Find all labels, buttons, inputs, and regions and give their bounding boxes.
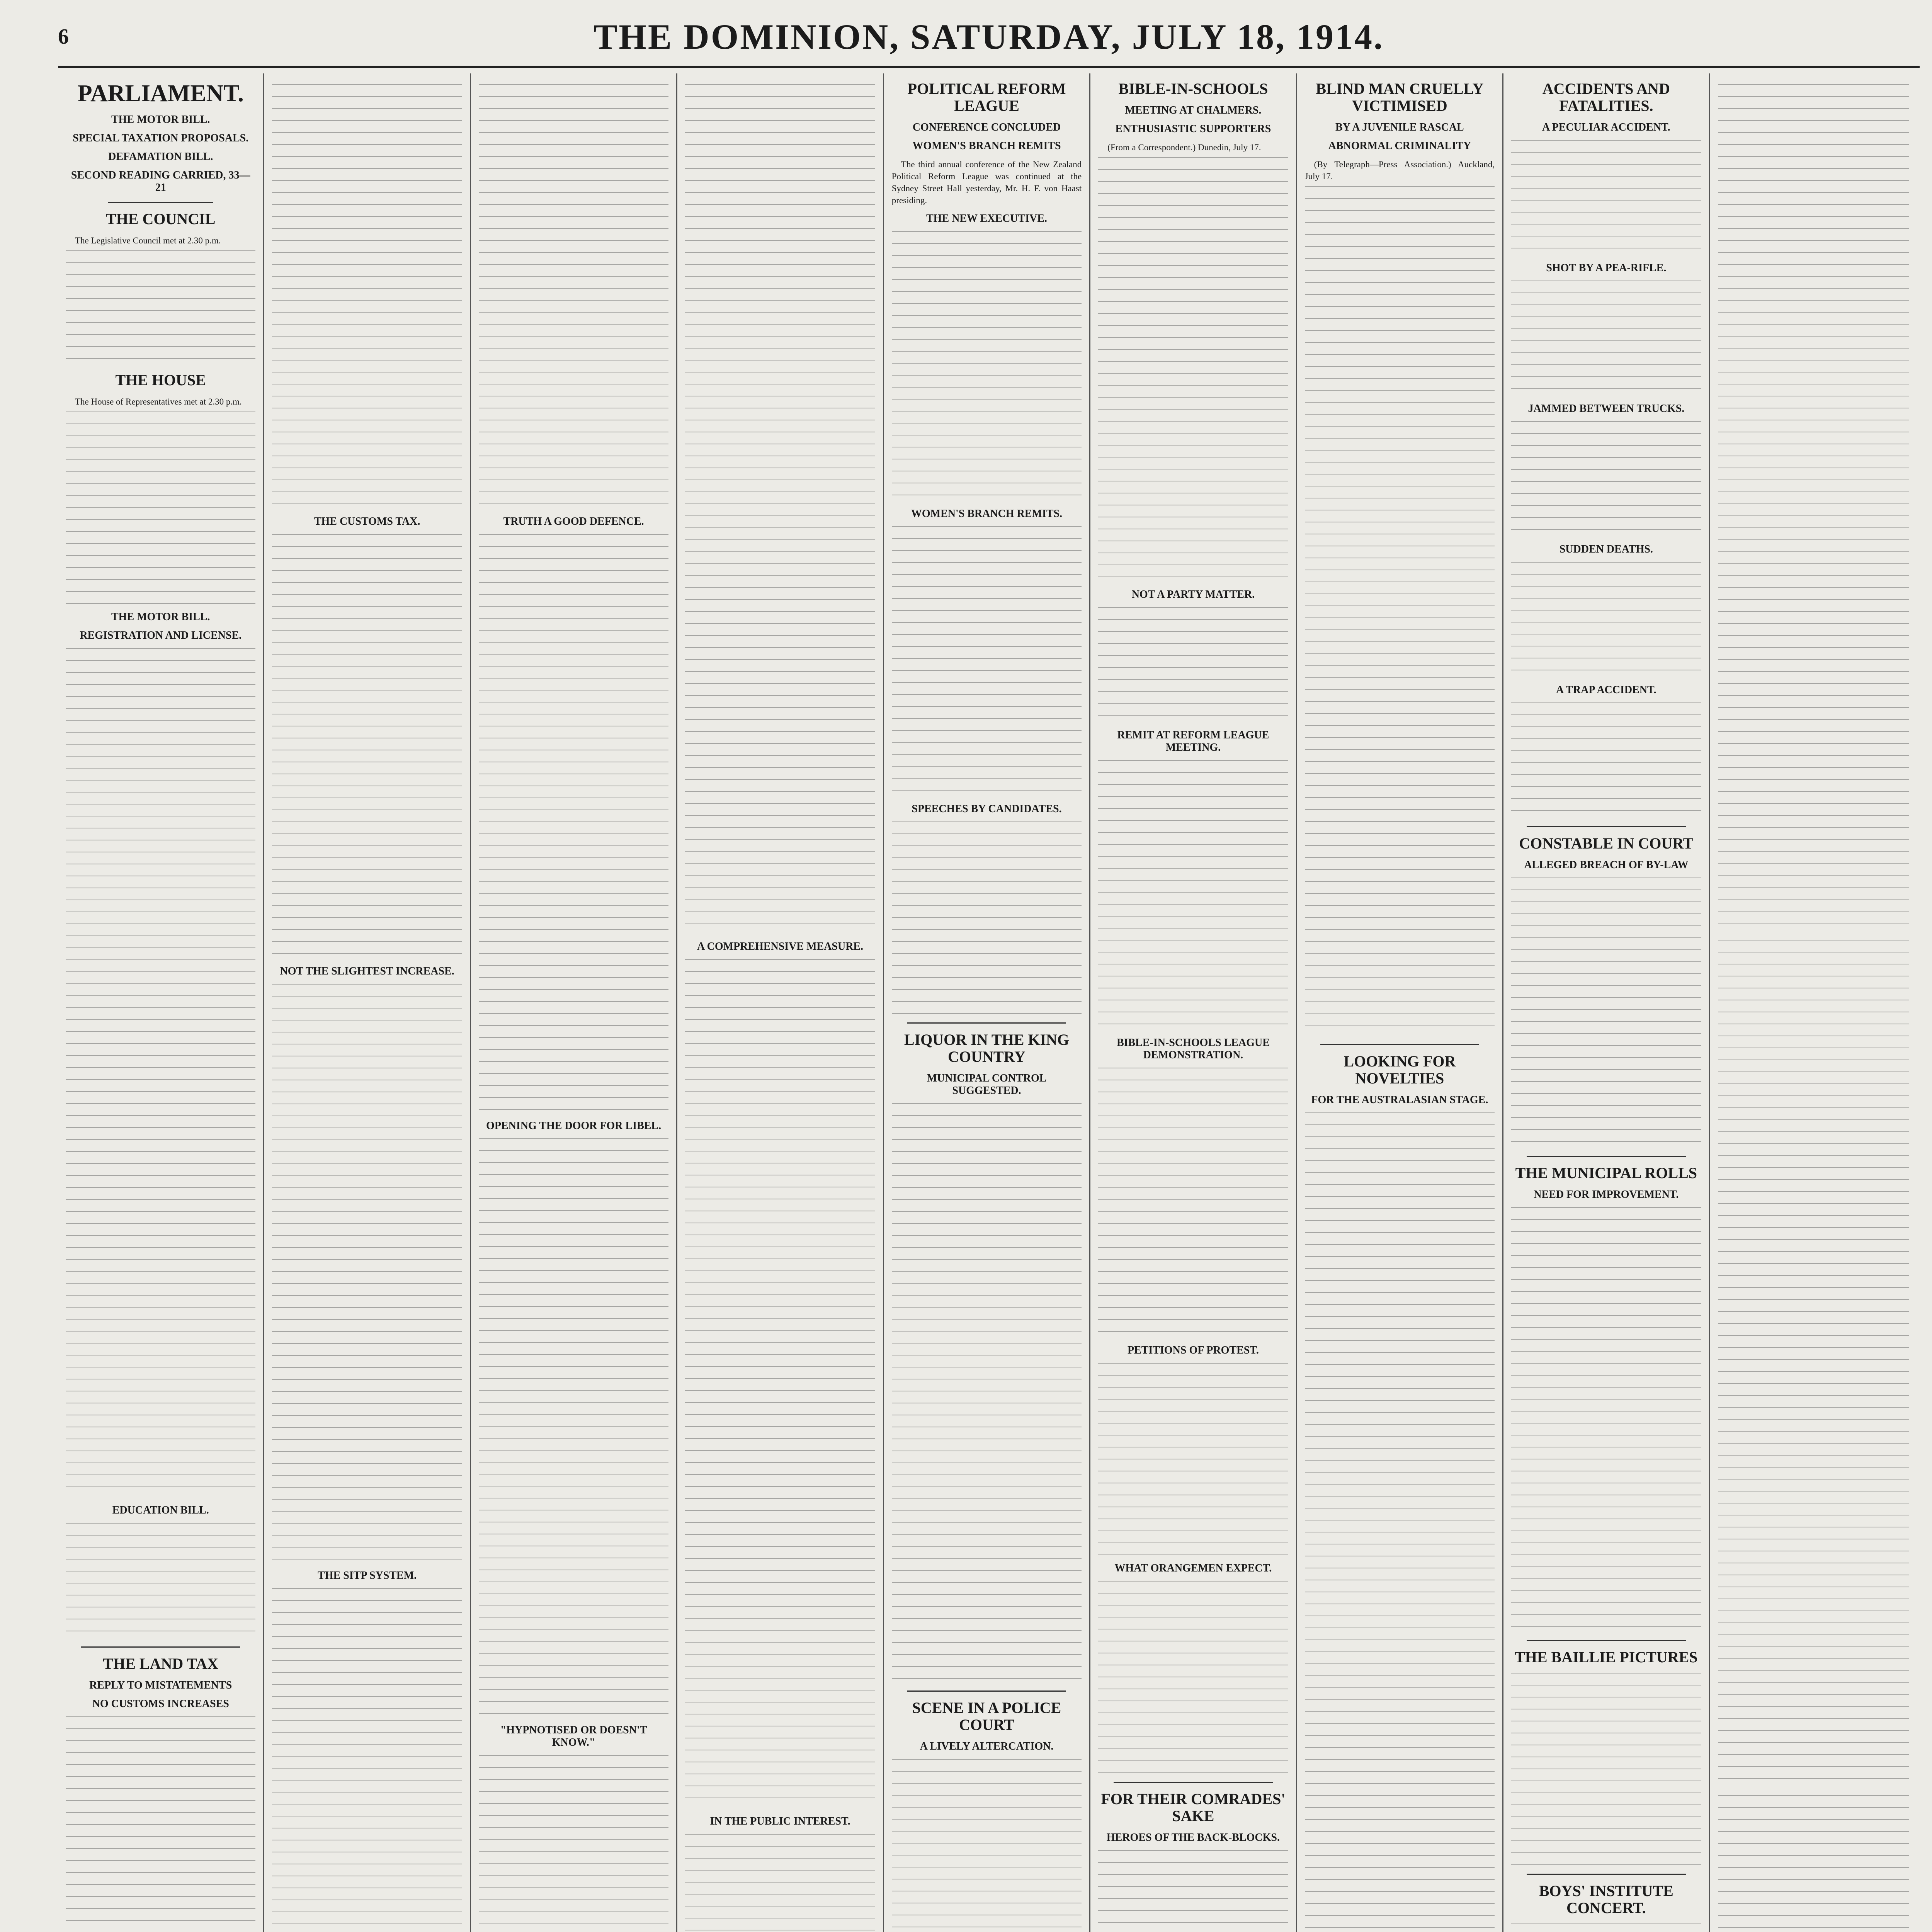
subhead-public-interest-2: IN THE PUBLIC INTEREST.: [710, 1815, 850, 1827]
article-body: [1718, 84, 1909, 934]
newspaper-title: THE DOMINION, SATURDAY, JULY 18, 1914.: [594, 17, 1384, 56]
article-body: [1305, 1112, 1495, 1932]
article-body: [1511, 1673, 1701, 1866]
divider: [1527, 1874, 1685, 1875]
article-body: [1098, 607, 1288, 723]
subhead-not-slightest: NOT THE SLIGHTEST INCREASE.: [280, 965, 454, 977]
bible-intro: (From a Correspondent.) Dunedin, July 17.: [1107, 143, 1261, 152]
headline-bible-in-schools: BIBLE-IN-SCHOOLS: [1118, 80, 1268, 97]
article-body: [1511, 1207, 1701, 1632]
divider: [81, 1646, 240, 1648]
article-body: [1718, 940, 1909, 1790]
masthead: [58, 8, 1920, 68]
column-grid: [58, 73, 1917, 1932]
subhead-comprehensive: A COMPREHENSIVE MEASURE.: [697, 940, 864, 952]
blind-intro: (By Telegraph—Press Association.) Auckland, July 17.: [1304, 160, 1495, 182]
article-body: [1511, 702, 1701, 818]
subhead-womens-remits: WOMEN'S BRANCH REMITS.: [911, 508, 1063, 520]
subhead-australasian-stage: FOR THE AUSTRALASIAN STAGE.: [1311, 1094, 1488, 1106]
page-number: 6: [58, 25, 69, 49]
article-body: [272, 534, 462, 959]
article-body: [479, 1138, 668, 1718]
article-body: [479, 84, 668, 509]
article-body: [479, 1755, 668, 1932]
subhead-trap-accident: A TRAP ACCIDENT.: [1556, 684, 1656, 696]
headline-comrades: FOR THEIR COMRADES' SAKE: [1101, 1790, 1286, 1825]
headline-boys-institute: BOYS' INSTITUTE CONCERT.: [1539, 1882, 1673, 1917]
subhead-peculiar-accident: A PECULIAR ACCIDENT.: [1542, 121, 1670, 133]
headline-accidents: ACCIDENTS AND FATALITIES.: [1542, 80, 1670, 114]
subhead-municipal-control: MUNICIPAL CONTROL SUGGESTED.: [927, 1072, 1047, 1097]
headline-baillie-pictures: THE BAILLIE PICTURES: [1515, 1648, 1698, 1666]
subhead-motor-bill-2: THE MOTOR BILL.: [111, 611, 210, 623]
subhead-education: EDUCATION BILL.: [112, 1504, 209, 1517]
article-body: [1511, 1923, 1701, 1932]
divider: [907, 1022, 1066, 1024]
divider: [907, 1690, 1066, 1692]
article-body: [1098, 760, 1288, 1031]
headline-blind-man: BLIND MAN CRUELLY VICTIMISED: [1316, 80, 1484, 114]
divider: [1320, 1044, 1479, 1045]
subhead-demonstration: BIBLE-IN-SCHOOLS LEAGUE DEMONSTRATION.: [1116, 1037, 1270, 1061]
subhead-altercation: A LIVELY ALTERCATION.: [920, 1740, 1054, 1753]
subhead-registration: REGISTRATION AND LICENSE.: [80, 629, 242, 642]
article-body: [272, 1588, 462, 1932]
article-body: [892, 526, 1082, 797]
column-5: [884, 73, 1090, 1932]
subhead-remit: REMIT AT REFORM LEAGUE MEETING.: [1117, 729, 1269, 754]
article-body: [685, 84, 875, 934]
divider: [1527, 1156, 1685, 1157]
house-paragraph: The House of Representatives met at 2.30 p.m.: [75, 397, 242, 407]
subhead-opening-door: OPENING THE DOOR FOR LIBEL.: [486, 1120, 662, 1132]
article-body: [1718, 1795, 1909, 1932]
article-body: [1511, 140, 1701, 256]
subhead-trucks: JAMMED BETWEEN TRUCKS.: [1528, 403, 1685, 415]
article-body: [1511, 421, 1701, 537]
subhead-supporters: ENTHUSIASTIC SUPPORTERS: [1115, 123, 1271, 135]
column-8: [1503, 73, 1710, 1932]
headline-liquor: LIQUOR IN THE KING COUNTRY: [904, 1031, 1070, 1066]
article-body: [1511, 878, 1701, 1148]
divider: [108, 202, 213, 203]
subhead-back-blocks: HEROES OF THE BACK-BLOCKS.: [1106, 1832, 1280, 1844]
subhead-customs-tax: THE CUSTOMS TAX.: [314, 515, 420, 527]
headline-police-court: SCENE IN A POLICE COURT: [912, 1699, 1061, 1734]
article-body: [66, 250, 255, 366]
headline-land-tax: THE LAND TAX: [103, 1655, 218, 1673]
divider: [1114, 1782, 1272, 1783]
article-body: [1098, 1363, 1288, 1556]
divider: [1527, 826, 1685, 827]
subhead-petitions: PETITIONS OF PROTEST.: [1127, 1344, 1259, 1357]
column-9: [1710, 73, 1917, 1932]
article-body: [1305, 186, 1495, 1036]
article-body: [892, 231, 1082, 502]
headline-constable: CONSTABLE IN COURT: [1519, 835, 1694, 852]
column-4: [677, 73, 884, 1932]
subhead-defamation: DEFAMATION BILL.: [108, 151, 213, 163]
subhead-not-party: NOT A PARTY MATTER.: [1131, 588, 1255, 601]
subhead-improvement: NEED FOR IMPROVEMENT.: [1534, 1189, 1679, 1201]
article-body: [892, 821, 1082, 1015]
subhead-conference: CONFERENCE CONCLUDED: [912, 121, 1061, 133]
column-2: [264, 73, 471, 1932]
headline-municipal-rolls: THE MUNICIPAL ROLLS: [1515, 1164, 1697, 1182]
article-body: [66, 1523, 255, 1639]
column-6: [1090, 73, 1297, 1932]
headline-reform-league: POLITICAL REFORM LEAGUE: [907, 80, 1066, 114]
article-body: [272, 84, 462, 509]
subhead-motor-bill: THE MOTOR BILL.: [111, 114, 210, 126]
headline-parliament: PARLIAMENT.: [77, 80, 244, 107]
divider: [1527, 1640, 1685, 1641]
article-body: [892, 1103, 1082, 1683]
subhead-second-reading: SECOND READING CARRIED, 33—21: [71, 169, 250, 194]
subhead-taxation: SPECIAL TAXATION PROPOSALS.: [73, 132, 249, 145]
subhead-by-law: ALLEGED BREACH OF BY-LAW: [1524, 859, 1689, 871]
article-body: [1511, 281, 1701, 396]
article-body: [685, 959, 875, 1809]
subhead-mistatements: REPLY TO MISTATEMENTS: [89, 1679, 232, 1692]
subhead-new-executive: THE NEW EXECUTIVE.: [926, 213, 1047, 225]
subhead-juvenile-rascal: BY A JUVENILE RASCAL: [1335, 121, 1464, 133]
subhead-pea-rifle: SHOT BY A PEA-RIFLE.: [1546, 262, 1667, 274]
headline-novelties: LOOKING FOR NOVELTIES: [1344, 1053, 1456, 1087]
headline-house: THE HOUSE: [115, 371, 206, 389]
subhead-speeches: SPEECHES BY CANDIDATES.: [912, 803, 1062, 815]
column-7: [1297, 73, 1503, 1932]
subhead-sudden-deaths: SUDDEN DEATHS.: [1559, 543, 1653, 555]
subhead-sitp-system: THE SITP SYSTEM.: [318, 1570, 417, 1582]
headline-council: THE COUNCIL: [106, 210, 216, 228]
article-body: [66, 412, 255, 605]
article-body: [892, 1759, 1082, 1932]
column-1: [58, 73, 264, 1932]
article-body: [1098, 157, 1288, 582]
article-body: [1511, 562, 1701, 678]
subhead-orangemen: WHAT ORANGEMEN EXPECT.: [1114, 1562, 1272, 1575]
subhead-chalmers: MEETING AT CHALMERS.: [1125, 104, 1262, 116]
subhead-womens-branch: WOMEN'S BRANCH REMITS: [912, 140, 1061, 152]
subhead-abnormal: ABNORMAL CRIMINALITY: [1328, 140, 1471, 152]
article-body: [66, 1716, 255, 1932]
subhead-truth-defence: TRUTH A GOOD DEFENCE.: [503, 515, 644, 527]
subhead-hypnotised: "HYPNOTISED OR DOESN'T KNOW.": [500, 1724, 647, 1748]
article-body: [1098, 1850, 1288, 1932]
subhead-no-customs: NO CUSTOMS INCREASES: [92, 1698, 229, 1710]
council-paragraph: The Legislative Council met at 2.30 p.m.: [75, 236, 221, 246]
article-body: [479, 534, 668, 1114]
reform-intro: The third annual conference of the New Zealand Political Reform League was continued at the Sydney Street Hall yesterday, Mr. H. F. von Haast presiding.: [891, 160, 1082, 206]
article-body: [685, 1834, 875, 1932]
column-3: [471, 73, 677, 1932]
article-body: [1098, 1581, 1288, 1774]
article-body: [272, 984, 462, 1563]
article-body: [1098, 1068, 1288, 1338]
article-body: [66, 648, 255, 1498]
